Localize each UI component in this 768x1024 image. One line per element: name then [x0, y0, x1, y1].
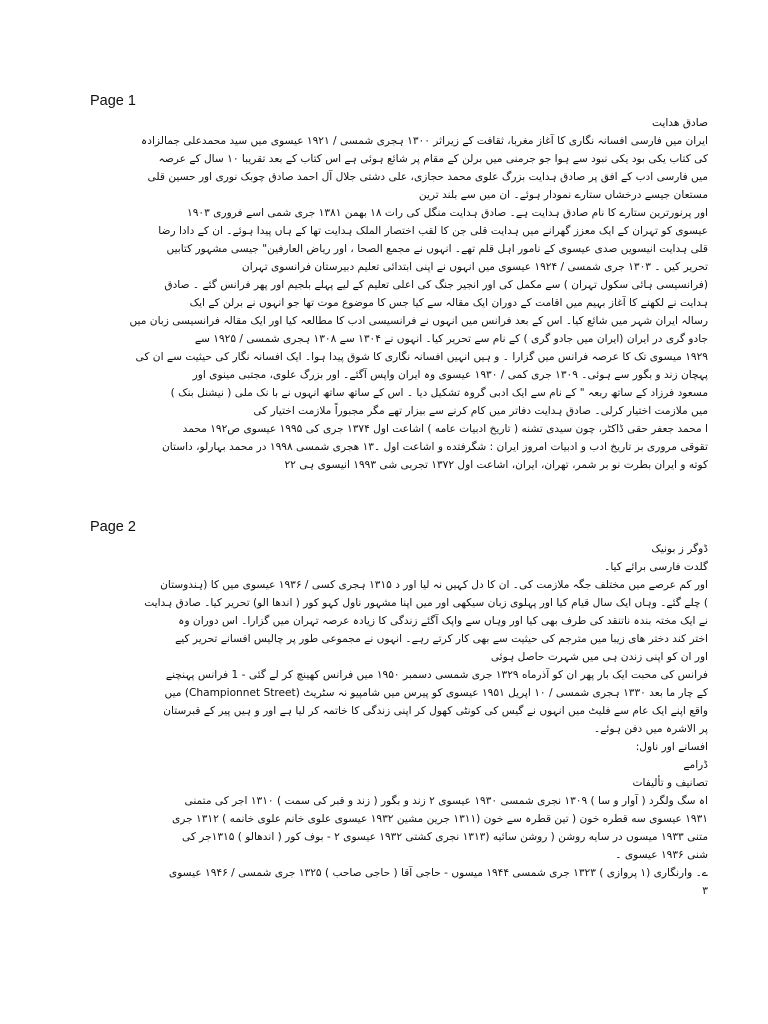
text-line: پر الاشرہ میں دفن ہوئے۔: [593, 723, 708, 735]
text-line: واقع اپنے ایک عام سے فلیٹ میں انہوں نے گیس کی کونٹی کھول کر اپنی زندگی کا خاتمہ کر لیا ہے اور و ہیں پیر کے قبرستان: [163, 705, 708, 717]
text-line: قلی ہدایت انیسویں صدی عیسوی کے نامور اہل قلم تھے۔ انہوں نے مجمع الصحا ، اور ریاض العارفین" جیسی مشہور کتابیں: [166, 243, 708, 255]
text-line: کی کتاب یکی بود یکی نبود سے ہوا جو جرمنی میں برلن کے مقام پر شائع ہوئی ہے اس کتاب کے بعد تقریبا ۱۰ سال کے عرصہ: [158, 153, 708, 165]
page-1-body: [90, 114, 708, 474]
text-line: ے۔ وارنگاری (۱ پروازی ) ۱۳۲۳ جری شمسی ۱۹۴۴ میسوں - حاجی آقا ( حاجی صاحب ) ۱۳۲۵ جری شمسی / ۱۹۴۶ عیسوی: [168, 867, 708, 879]
text-line: نے ایک مختہ بندہ ناتنقد کی طرف بھی کیا اور وہاں سے واپک آگئے زندگی کا زیادہ عرصہ تہران میں گزارا۔ اس دوران وہ: [178, 615, 708, 627]
text-line: اور پرنورترین ستارے کا نام صادق ہدایت ہے۔ صادق ہدایت منگل کی رات ۱۸ بهمن ۱۳۸۱ جری شمی اسے فروری ۱۹۰۳: [187, 207, 708, 219]
page-2-label: Page 2: [90, 519, 136, 535]
text-line: اختر کند دختر های زیبا میں مترجم کی حیثیت سے بھی کار کرتے رہے۔ انہوں نے مجموعی طور پر چالیس افسانے تحریر کیے: [175, 633, 708, 645]
text-line: فرانس کی محبت ایک بار پھر ان کو آذرماه ۱۳۲۹ جری شمسی دسمبر ۱۹۵۰ میں فرانس کھینچ کر لے گئی - 1 فرانس پہنچنے: [165, 669, 708, 681]
text-line: میں فارسی ادب کے افق پر صادق ہدایت بزرگ علوی محمد حجازی، علی دشتی جلال آل احمد صادق چوبک نوری اور حسین قلی: [147, 171, 708, 183]
text-line: ہدایت نے لکھنے کا آغاز بہیم میں اقامت کے دوران ایک مقالہ سے کیا جس کا موضوع موت تھا جو انہوں نے برلن کے ایک: [189, 297, 708, 309]
text-line: شنی ۱۹۳۶ عیسوی ۔: [615, 849, 708, 861]
text-line: رسالہ ایران شہر میں شائع کیا۔ اس کے بعد فرانس میں انہوں نے فرانسیسی ادب کا مطالعہ کیا اور ایک مقالہ فرانسیسی زبان میں: [129, 315, 708, 327]
page-1-section: [90, 92, 708, 474]
subheading: تصانیف و تألیفات: [632, 777, 708, 789]
text-line: متنی ۱۹۳۳ میسوں در سایه روشن ( روشن سائیه (۱۳۱۳ نجری کشتی ۱۹۳۲ عیسوی ۲ - بوف کور ( اندهالو ) ۱۳۱۵جر کی: [182, 831, 708, 843]
text-line: کے چار ما بعد ۱۳۳۰ ہجری شمسی / ۱۰ اپریل ۱۹۵۱ عیسوی کو پیرس میں شامپیو نہ سٹریٹ (Championnet Street) میں: [164, 687, 708, 699]
subheading: افسانے اور ناول:: [635, 741, 708, 753]
text-line: (فرانسیسی ہائی سکول تہران ) سے مکمل کی اور انجیر جنگ کی اعلی تعلیم کے لیے پہلے بلجیم اور پھر فرانس گئے ۔ صادق: [164, 279, 708, 291]
footnote-line: کوته و ایران بطرت نو بر شمر، تهران، ایران، اشاعت اول ۱۳۷۲ تجربی شی ۱۹۹۳ انیسوی ہی ۲۲: [284, 459, 708, 471]
text-line: اور کم عرصے میں مختلف جگہ ملازمت کی۔ ان کا دل کہیں نہ لیا اور د ۱۳۱۵ ہجری کسی / ۱۹۳۶ عیسوی میں کا (ہندوستان: [160, 579, 708, 591]
text-line: ایران میں فارسی افسانہ نگاری کا آغاز مغربا، ثقافت کے زیراثر ۱۳۰۰ ہجری شمسی / ۱۹۲۱ عیسوی میں سید محمدعلی جمالزادہ: [141, 135, 708, 147]
text-line: میں ملازمت اختیار کرلی۔ صادق ہدایت دفاتر میں کام کرنے سے بیزار تھے مگر مجبوراً ملازمت اختیار کی: [253, 405, 708, 417]
text-line: اہ سگ ولگرد ( آوار و سا ) ۱۳۰۹ نجری شمسی ۱۹۳۰ عیسوی ۲ زند و بگور ( زند و قبر کی سمت ) ۱۳۱۰ اجر کی متمنی: [184, 795, 708, 807]
text-line: جادو گری در ایران (ایران میں جادو گری ) کے نام سے تحریر کیا۔ انہوں نے ۱۳۰۴ سے ۱۳۰۸ ہجری شمسی / ۱۹۲۵ سے: [194, 333, 708, 345]
page-2-section: [90, 518, 708, 900]
page-2-body: [90, 540, 708, 900]
footnote-line: ا محمد جعفر حقی ڈاکٹر، چون سیدی تشنه ( تاریخ ادبیات عامه ) اشاعت اول ۱۳۷۴ جری کی ۱۹۹۵ عیسوی ص۱۹۲ محمد: [182, 423, 708, 435]
text-line: پہچان زند و بگور سے ہوئی۔ ۱۳۰۹ جری کمی / ۱۹۳۰ عیسوی وہ ایران واپس آگئے۔ اور بزرگ علوی، مجتبی مینوی اور: [192, 369, 708, 381]
text-line: گلدت فارسی برائے کیا۔: [604, 561, 708, 573]
page-number: ۳: [702, 885, 708, 897]
page-1-heading: صادق هدایت: [652, 117, 708, 129]
text-line: مستعان جیسے درخشاں ستارے نمودار ہوئے۔ ان میں سے بلند ترین: [418, 189, 708, 201]
footnote-line: تقوقی مروری بر تاریخ ادب و ادبیات امروز ایران : شگرفتده و اشاعت اول ۔۱۳ هجری شمسی ۱۹۹۸ در محمد بہارلو، داستان: [162, 441, 708, 453]
text-line: مسعود فرزاد کے ساتھ ربعہ " کے نام سے ایک ادبی گروہ تشکیل دیا ۔ اس کے ساتھ ساتھ انہوں نے با نک ملی ( نیشنل بنک ): [170, 387, 708, 399]
text-line: تحریر کیں ۔ ۱۳۰۳ جری شمسی / ۱۹۲۴ عیسوی میں انہوں نے اپنی ابتدائی تعلیم دبیرستان فرانسوی تہران: [241, 261, 708, 273]
text-line: عیسوی کو تہران کے ایک معزز گھرانے میں ہدایت قلی جن کا لقب اختصار الملک ہدایت تھا کے ہاں پیدا ہوئے۔ ان کے دادا رضا: [158, 225, 708, 237]
page-2-heading: ڈوگر ز بونیک: [651, 543, 708, 555]
text-line: اور ان کو اپنی زندن ہی میں شہرت حاصل ہوئی: [490, 651, 708, 663]
page-1-label: Page 1: [90, 93, 136, 109]
text-line: ۱۹۳۱ عیسوی سه قطره خون ( تین قطرہ سے خون (۱۳۱۱ جرین مشین ۱۹۳۲ عیسوی علوی خانم علوی خانمه ) ۱۳۱۲ جری: [171, 813, 708, 825]
subheading: ڈرامے: [683, 759, 708, 771]
text-line: ) چلے گئے۔ وہاں ایک سال قیام کیا اور پہلوی زبان سیکھی اور میں اپنا مشہور ناول کہو کور ( اندھا الو) تحریر کیا۔ صادق ہدایت: [144, 597, 708, 609]
text-line: ۱۹۲۹ میسوی تک کا عرصہ فرانس میں گزارا ۔ و ہیں انہیں افسانہ نگاری کا شوق پیدا ہوا۔ ایک افسانہ نگار کی حیثیت سے ان کی: [135, 351, 708, 363]
